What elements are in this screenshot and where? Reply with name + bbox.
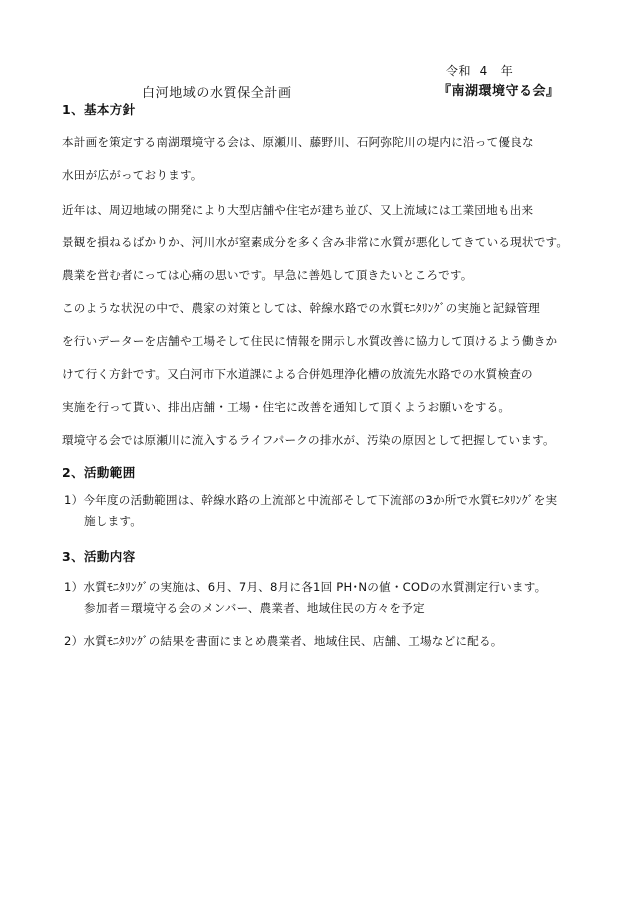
paragraph-line: 環境守る会では原瀬川に流入するライフパークの排水が、汚染の原因として把握しています。 — [62, 433, 555, 447]
document-title: 白河地域の水質保全計画 — [142, 86, 292, 101]
paragraph-line: 水田が広がっております。 — [62, 168, 203, 182]
paragraph-line: を行いデーターを店舗や工場そして住民に情報を開示し水質改善に協力して頂けるよう働きか — [62, 334, 558, 348]
paragraph-line: 近年は、周辺地域の開発により大型店舗や住宅が建ち並び、又上流域には工業団地も出来 — [62, 203, 534, 217]
list-item-line: 1）今年度の活動範囲は、幹線水路の上流部と中流部そして下流部の3か所で水質ﾓﾆﾀﾘﾝｸﾞを実 — [64, 493, 558, 507]
list-item-line: 参加者＝環境守る会のメンバー、農業者、地域住民の方々を予定 — [84, 601, 425, 615]
list-item — [64, 577, 594, 619]
section-heading-activity-scope: 2、活動範囲 — [62, 465, 136, 480]
paragraph-line: 実施を行って貰い、排出店舗・工場・住宅に改善を通知して頂くようお願いをする。 — [62, 400, 511, 414]
document-date: 令和 4 年 — [446, 64, 514, 78]
paragraph-line: 本計画を策定する南湖環境守る会は、原瀬川、藤野川、石阿弥陀川の堤内に沿って優良な — [62, 135, 534, 149]
list-item-line: 1）水質ﾓﾆﾀﾘﾝｸﾞの実施は、6月、7月、8月に各1回 PH･Nの値・CODの水質測定行います。 — [64, 580, 547, 594]
paragraph-line: このような状況の中で、農家の対策としては、幹線水路での水質ﾓﾆﾀﾘﾝｸﾞの実施と記録管理 — [62, 301, 540, 315]
list-item — [64, 631, 594, 652]
paragraph-line: けて行く方針です。又白河市下水道課による合併処理浄化槽の放流先水路での水質検査の — [62, 367, 533, 381]
paragraph-line: 景観を損ねるばかりか、河川水が窒素成分を多く含み非常に水質が悪化してきている現状です。 — [62, 235, 569, 249]
list-item-line: 2）水質ﾓﾆﾀﾘﾝｸﾞの結果を書面にまとめ農業者、地域住民、店舗、工場などに配る。 — [64, 634, 503, 648]
list-item — [64, 490, 594, 532]
organization-name: 『南湖環境守る会』 — [438, 84, 560, 99]
paragraph-line: 農業を営む者にっては心痛の思いです。早急に善処して頂きたいところです。 — [62, 268, 473, 282]
section-heading-activity-content: 3、活動内容 — [62, 549, 136, 564]
list-item-line: 施します。 — [84, 514, 143, 528]
section-heading-basic-policy: 1、基本方針 — [62, 102, 136, 117]
